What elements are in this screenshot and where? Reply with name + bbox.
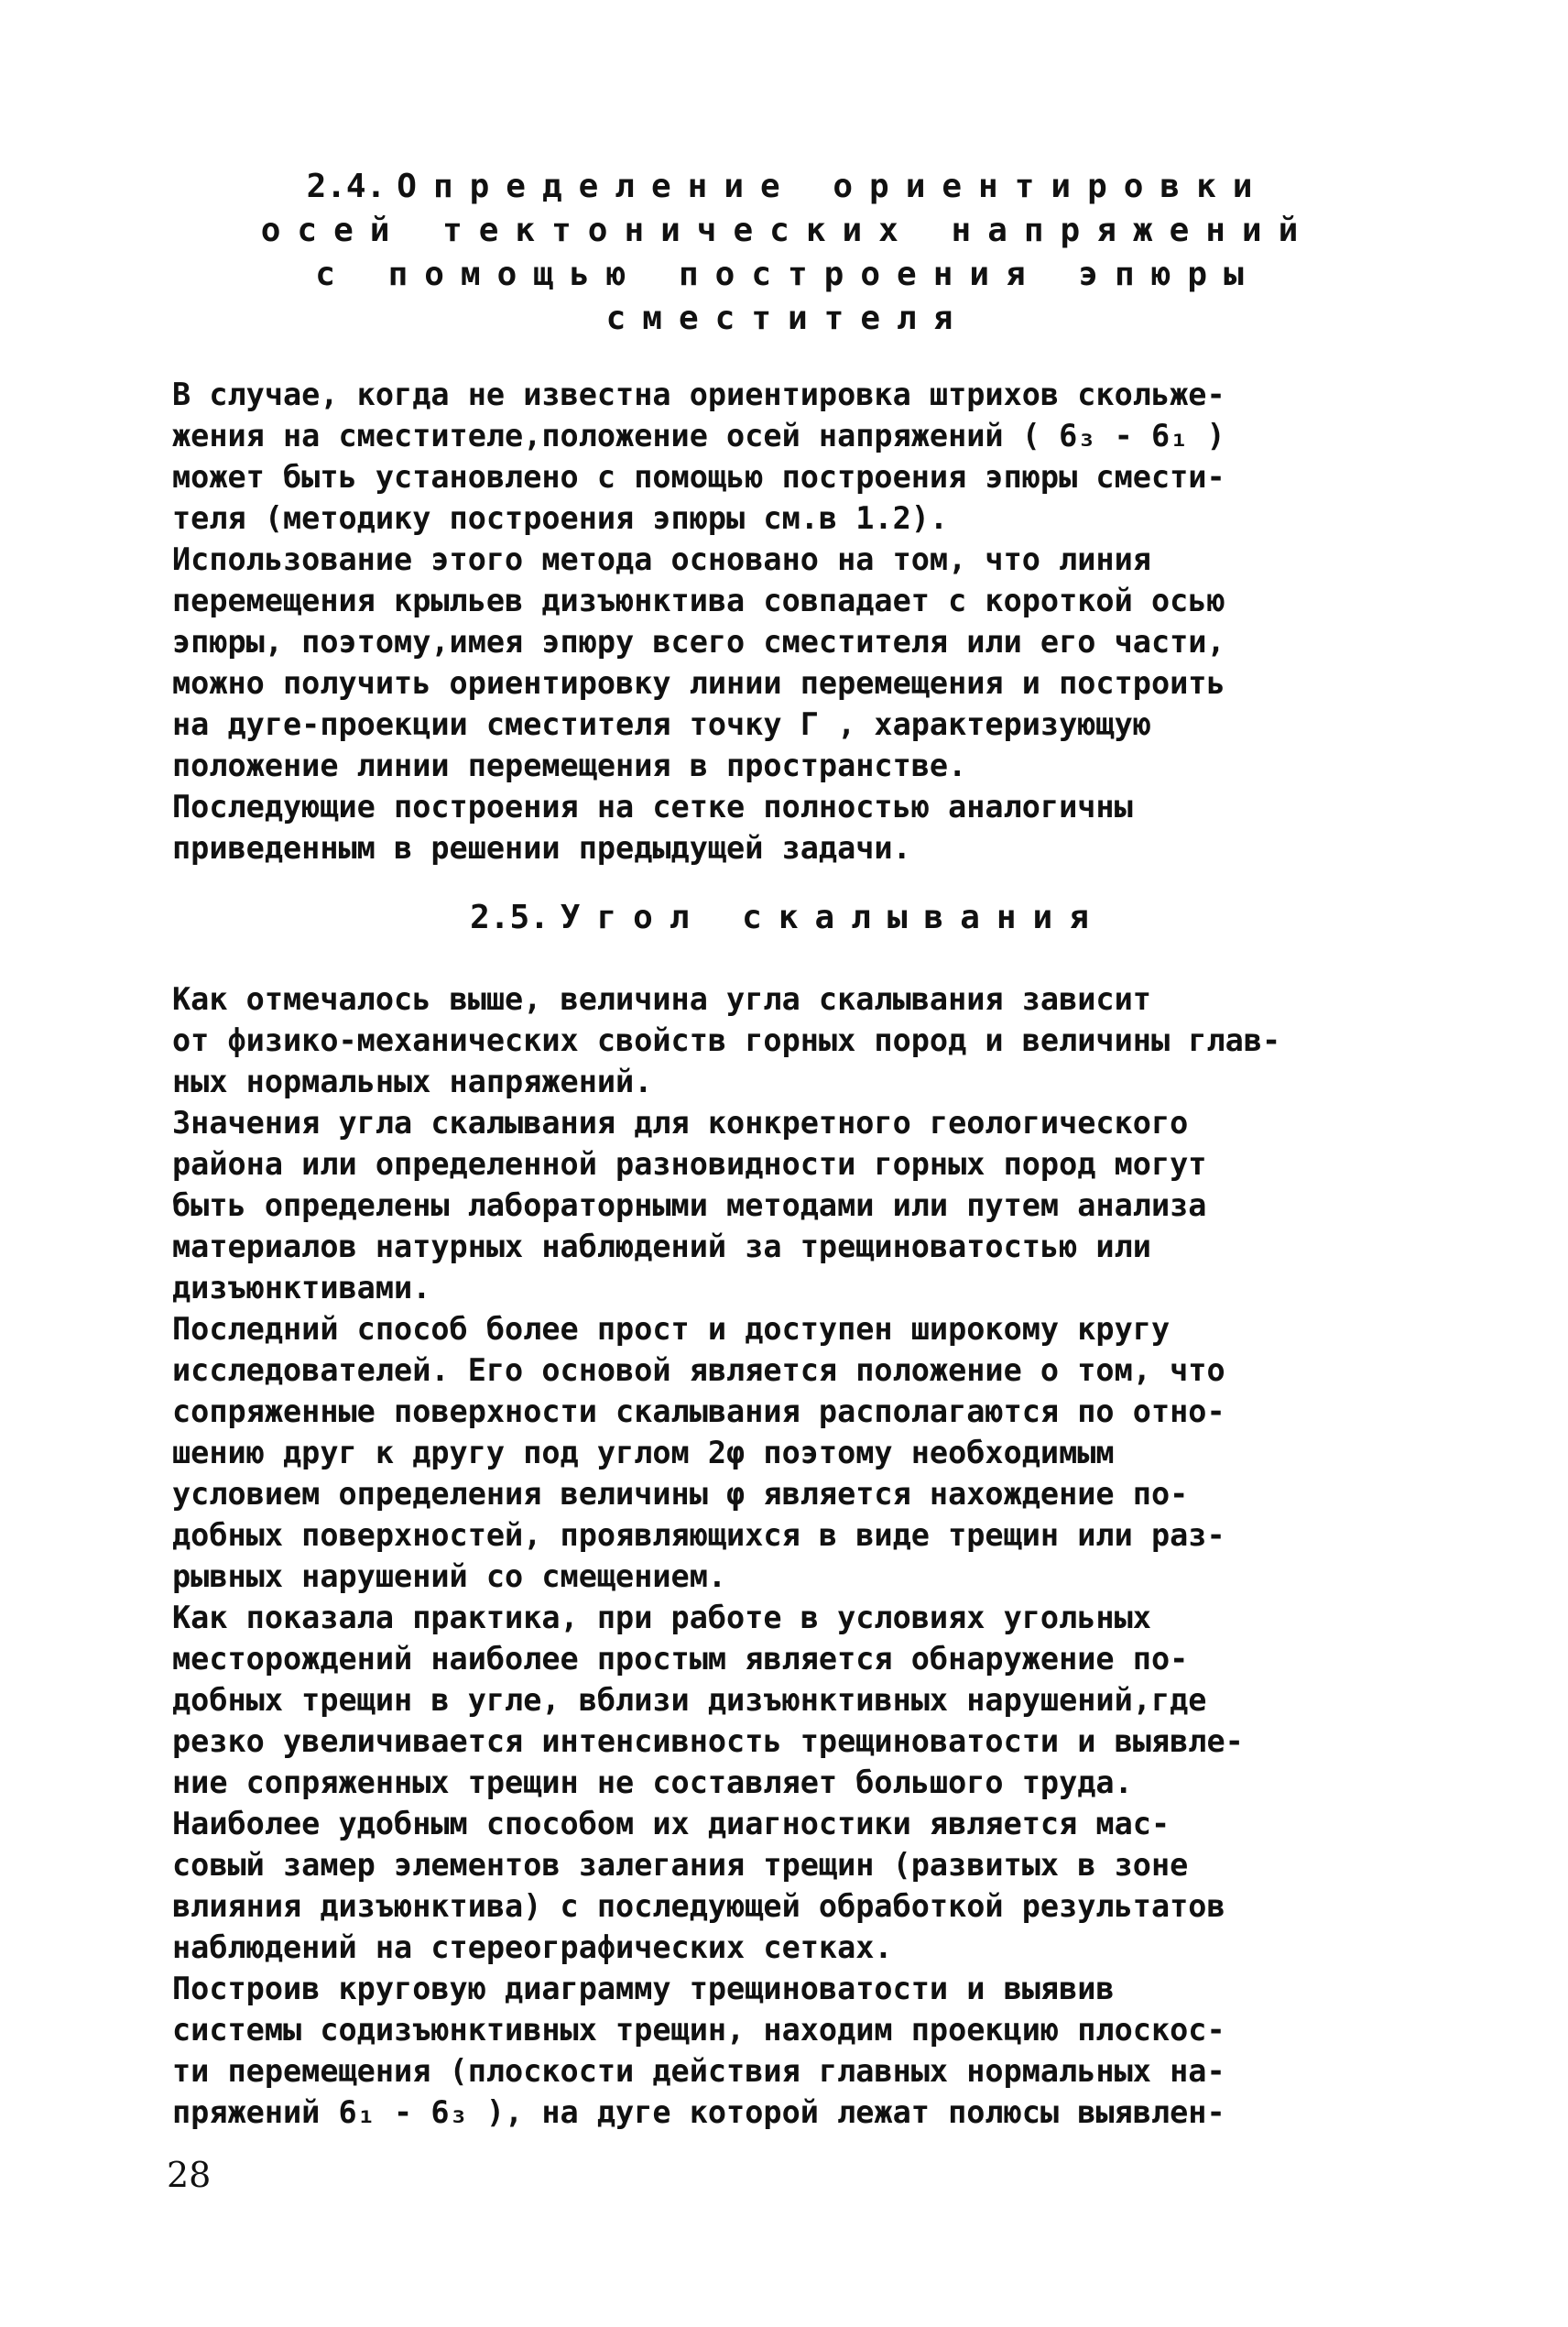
- paragraph-2-5-3: [172, 1308, 1418, 1597]
- paragraph-2-5-6: [172, 1968, 1418, 2133]
- paragraph-2-5-5: [172, 1803, 1418, 1968]
- text-line: добных поверхностей, проявляющихся в виде трещин или раз-: [172, 1517, 1225, 1553]
- text-line: пряжений 6₁ - 6₃ ), на дуге которой лежат полюсы выявлен-: [172, 2094, 1225, 2130]
- text-line: можно получить ориентировку линии перемещения и построить: [172, 665, 1225, 701]
- text-line: района или определенной разновидности горных пород могут: [172, 1146, 1207, 1182]
- section-2-4-title-line-1: 2.4. Определение ориентировки: [306, 168, 1269, 205]
- paragraph-2-5-4: [172, 1597, 1418, 1803]
- text-line: шению друг к другу под углом 2φ поэтому необходимым: [172, 1435, 1115, 1470]
- text-line: эпюры, поэтому,имея эпюру всего сместителя или его части,: [172, 624, 1225, 660]
- section-2-4-title-line-4: сместителя: [605, 300, 970, 337]
- text-line: В случае, когда не известна ориентировка штрихов скольже-: [172, 377, 1225, 412]
- text-line: исследователей. Его основой является положение о том, что: [172, 1352, 1225, 1388]
- text-line: совый замер элементов залегания трещин (развитых в зоне: [172, 1847, 1189, 1883]
- text-line: приведенным в решении предыдущей задачи.: [172, 830, 911, 866]
- text-line: Как показала практика, при работе в условиях угольных: [172, 1600, 1151, 1635]
- section-2-5-number: 2.5.: [470, 899, 550, 936]
- paragraph-2-4-2: [172, 539, 1418, 786]
- text-line: добных трещин в угле, вблизи дизъюнктивных нарушений,где: [172, 1682, 1207, 1718]
- text-line: системы содизъюнктивных трещин, находим проекцию плоскос-: [172, 2012, 1225, 2048]
- paragraph-2-5-2: [172, 1102, 1418, 1308]
- text-line: ти перемещения (плоскости действия главных нормальных на-: [172, 2053, 1225, 2089]
- section-2-4-title-line-2: осей тектонических напряжений: [260, 212, 1315, 249]
- text-line: перемещения крыльев дизъюнктива совпадает с короткой осью: [172, 583, 1225, 618]
- text-line: наблюдений на стереографических сетках.: [172, 1929, 893, 1965]
- text-line: на дуге-проекции сместителя точку Г , характеризующую: [172, 706, 1151, 742]
- text-line: теля (методику построения эпюры см.в 1.2).: [172, 500, 949, 536]
- text-line: материалов натурных наблюдений за трещиноватостью или: [172, 1229, 1151, 1264]
- text-line: резко увеличивается интенсивность трещиноватости и выявле-: [172, 1723, 1244, 1759]
- text-line: Значения угла скалывания для конкретного геологического: [172, 1105, 1189, 1141]
- text-line: Построив круговую диаграмму трещиноватости и выявив: [172, 1971, 1115, 2006]
- section-2-5-heading: [174, 896, 1401, 940]
- paragraph-2-5-1: [172, 978, 1418, 1102]
- text-line: может быть установлено с помощью построения эпюры смести-: [172, 459, 1225, 495]
- text-line: влияния дизъюнктива) с последующей обработкой результатов: [172, 1888, 1225, 1924]
- text-line: рывных нарушений со смещением.: [172, 1558, 727, 1594]
- text-line: Как отмечалось выше, величина угла скалывания зависит: [172, 981, 1151, 1017]
- text-line: месторождений наиболее простым является обнаружение по-: [172, 1641, 1189, 1677]
- text-line: быть определены лабораторными методами или путем анализа: [172, 1187, 1207, 1223]
- section-2-4-title-line-3: с помощью построения эпюры: [315, 256, 1260, 293]
- text-line: ние сопряженных трещин не составляет большого труда.: [172, 1764, 1133, 1800]
- text-line: Последний способ более прост и доступен широкому кругу: [172, 1311, 1171, 1347]
- text-line: жения на сместителе,положение осей напряжений ( 6₃ - 6₁ ): [172, 418, 1225, 453]
- paragraph-2-4-3: [172, 786, 1418, 869]
- text-line: дизъюнктивами.: [172, 1270, 431, 1306]
- section-2-5-title: Угол скалывания: [560, 899, 1105, 936]
- text-line: положение линии перемещения в пространстве.: [172, 748, 967, 783]
- text-line: Последующие построения на сетке полностью аналогичны: [172, 789, 1133, 825]
- text-line: сопряженные поверхности скалывания располагаются по отно-: [172, 1393, 1225, 1429]
- text-line: от физико-механических свойств горных пород и величины глав-: [172, 1022, 1281, 1058]
- text-line: ных нормальных напряжений.: [172, 1064, 653, 1099]
- text-line: Наиболее удобным способом их диагностики является мас-: [172, 1806, 1171, 1841]
- text-line: Использование этого метода основано на том, что линия: [172, 541, 1151, 577]
- page-number: 28: [167, 2155, 212, 2195]
- section-2-4-number: 2.4.: [306, 168, 387, 205]
- text-line: условием определения величины φ является нахождение по-: [172, 1476, 1189, 1512]
- paragraph-2-4-1: [172, 374, 1418, 539]
